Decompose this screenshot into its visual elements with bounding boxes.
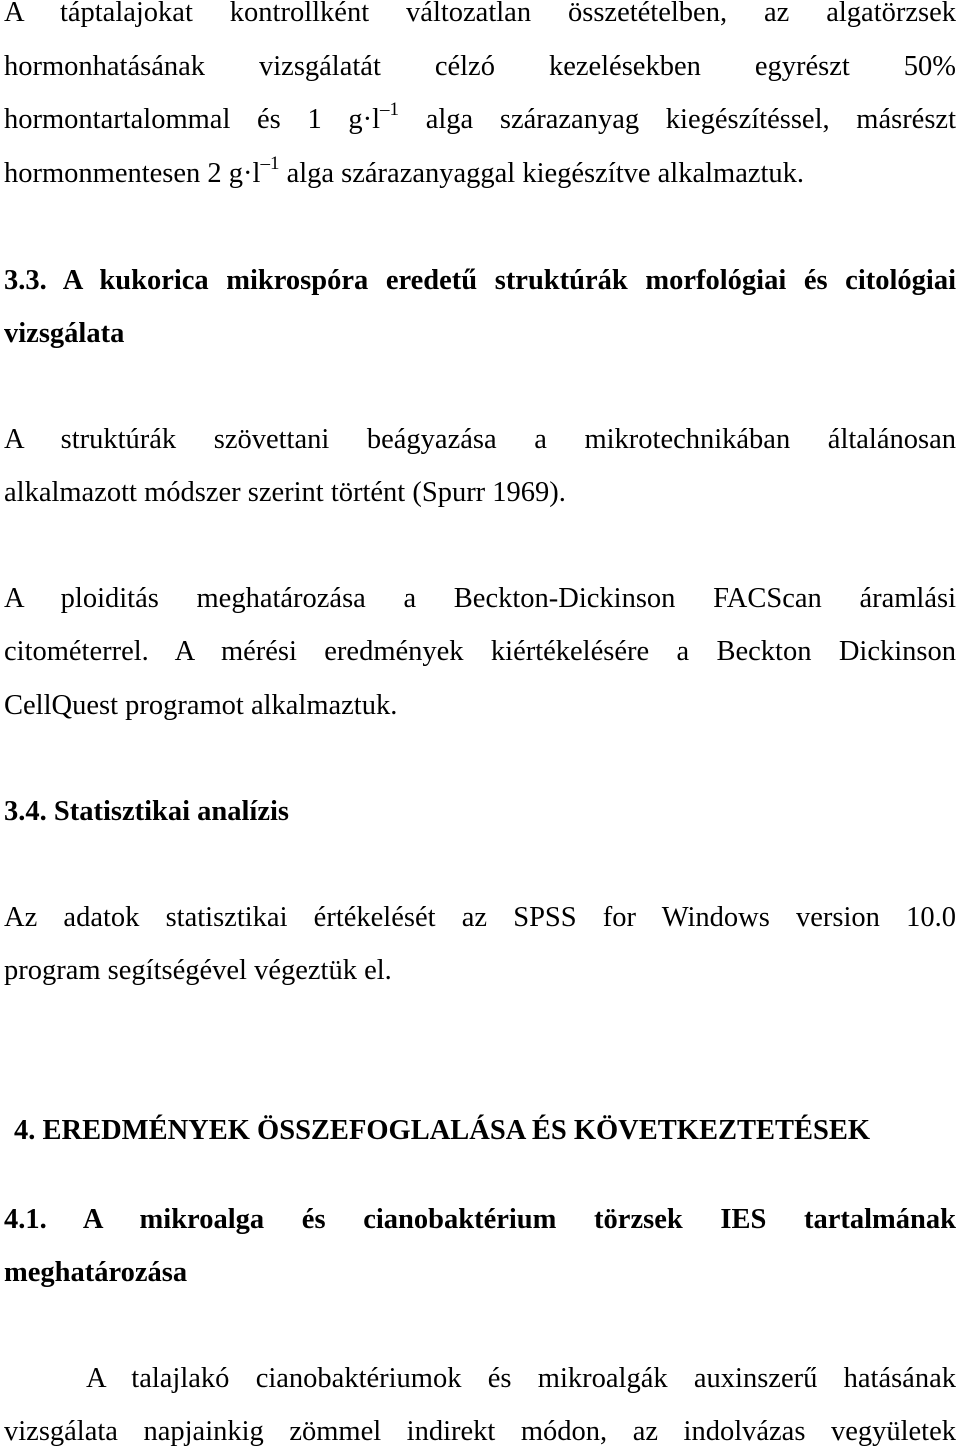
section-3-3-para1-line-1: A struktúrák szövettani beágyazása a mikrotechnikában általánosan (4, 424, 956, 455)
line3-exponent: –1 (380, 99, 400, 120)
line4-exponent: –1 (260, 153, 280, 174)
paragraph-hormone-line-2: hormonhatásának vizsgálatát célzó kezelésekben egyrészt 50% (4, 51, 956, 82)
section-3-4-para-line-1: Az adatok statisztikai értékelését az SPSS for Windows version 10.0 (4, 902, 956, 933)
line4-before-text: hormonmentesen 2 g·l (4, 158, 261, 189)
line3-after-text: alga szárazanyag kiegészítéssel, másrészt (425, 104, 956, 135)
section-4-1-para-line-1: A talajlakó cianobaktériumok és mikroalgák auxinszerű hatásának (86, 1363, 956, 1394)
section-3-3-para2-line-1: A ploiditás meghatározása a Beckton-Dickinson FACScan áramlási (4, 583, 956, 614)
section-3-3-title-line-1: 3.3. A kukorica mikrospóra eredetű struktúrák morfológiai és citológiai (4, 265, 956, 296)
section-4-1-title-line-1: 4.1. A mikroalga és cianobaktérium törzsek IES tartalmának (4, 1204, 956, 1235)
section-3-3-title-line-2: vizsgálata (4, 318, 125, 349)
section-4-1-para-line-2: vizsgálata napjainkig zömmel indirekt módon, az indolvázas vegyületek (4, 1416, 956, 1447)
section-3-3-para2-line-2: citométerrel. A mérési eredmények kiértékelésére a Beckton Dickinson (4, 636, 956, 667)
paragraph-hormone-line-1: A táptalajokat kontrollként változatlan összetételben, az algatörzsek (4, 0, 956, 28)
paragraph-hormone-line-3 (4, 100, 956, 140)
paragraph-hormone-line-4 (4, 154, 956, 194)
line4-after-text: alga szárazanyaggal kiegészítve alkalmaztuk. (286, 158, 805, 189)
section-3-4-title: 3.4. Statisztikai analízis (4, 796, 290, 827)
section-4-1-title-line-2: meghatározása (4, 1257, 188, 1288)
chapter-4-title: 4. EREDMÉNYEK ÖSSZEFOGLALÁSA ÉS KÖVETKEZTETÉSEK (14, 1115, 871, 1146)
line3-before-text: hormontartalommal és 1 g·l (4, 104, 381, 135)
section-3-4-para-line-2: program segítségével végeztük el. (4, 955, 392, 986)
section-3-3-para1-line-2: alkalmazott módszer szerint történt (Spurr 1969). (4, 477, 566, 508)
section-3-3-para2-line-3: CellQuest programot alkalmaztuk. (4, 690, 398, 721)
